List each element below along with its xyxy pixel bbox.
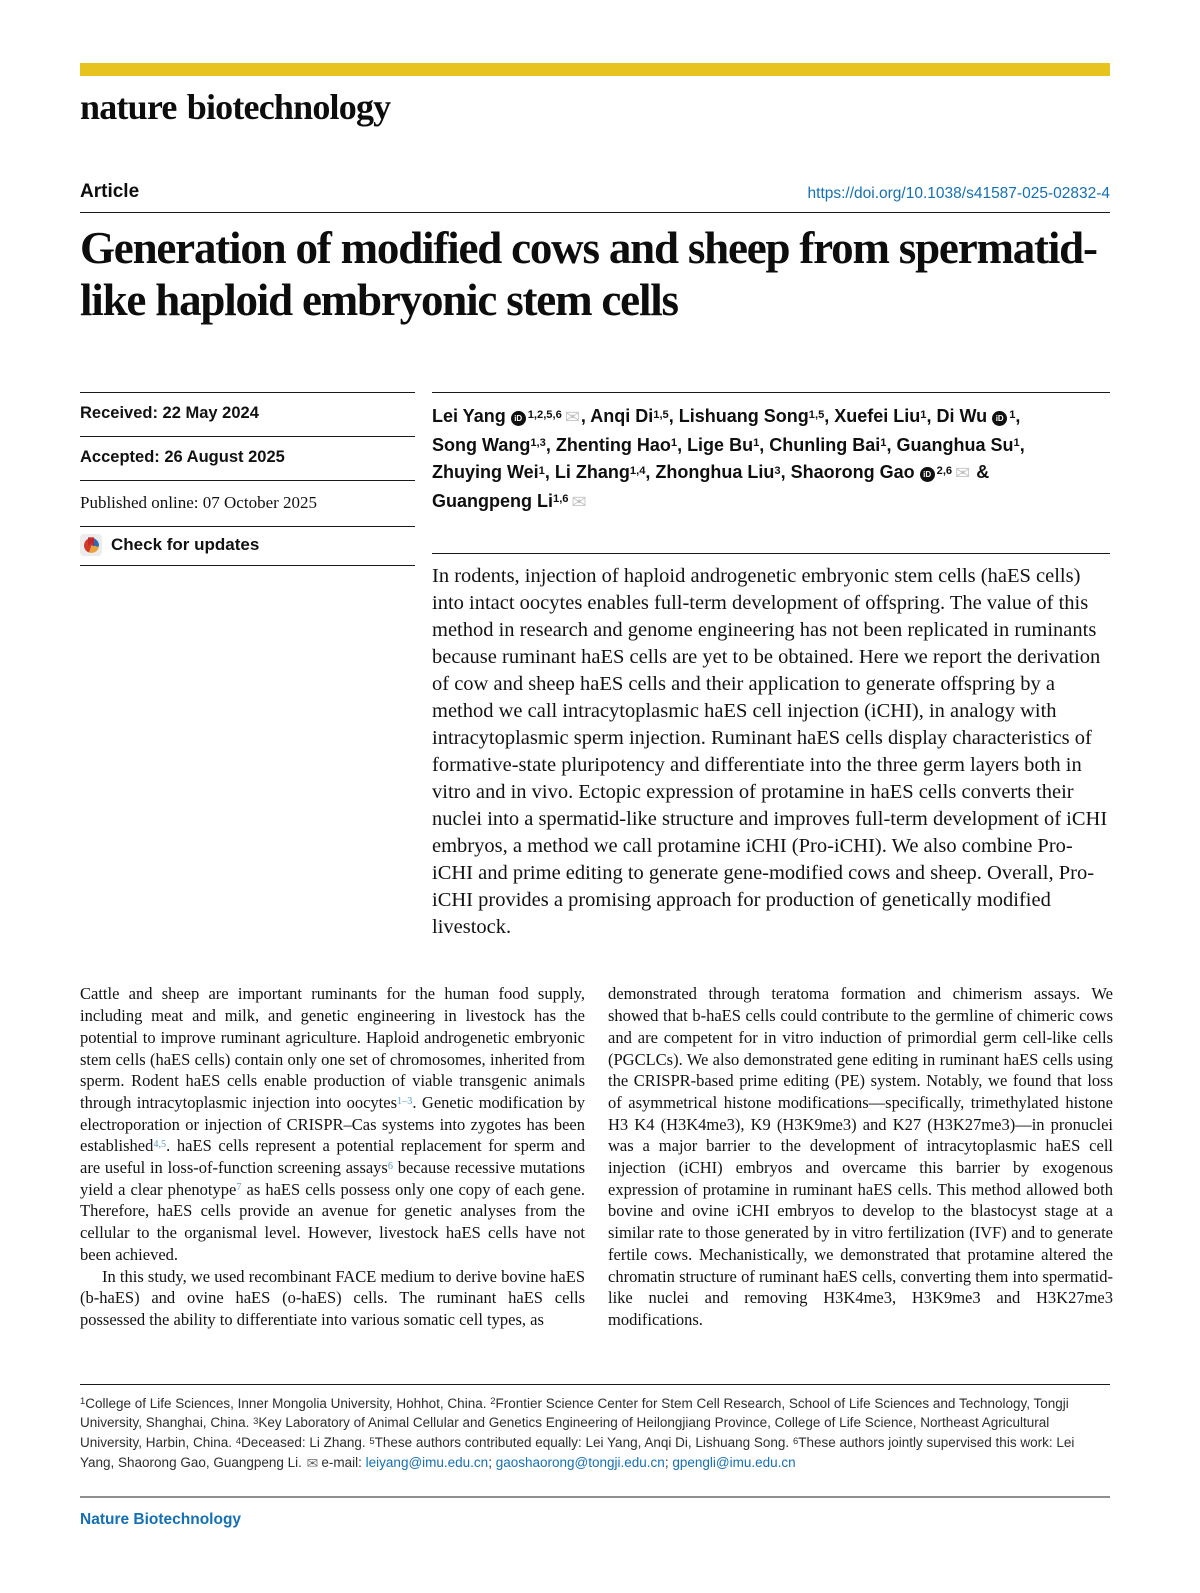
superscript-note: 5: [369, 1435, 375, 1447]
email-icon[interactable]: ✉: [955, 463, 971, 485]
article-title: Generation of modified cows and sheep from spermatid-like haploid embryonic stem cells: [80, 223, 1097, 326]
header-divider: [80, 212, 1110, 213]
superscript-note: 1: [920, 408, 927, 421]
doi-link[interactable]: https://doi.org/10.1038/s41587-025-02832-4: [807, 184, 1110, 202]
published-date-label: Published online: 07 October 2025: [80, 492, 318, 512]
article-body: [80, 983, 1113, 1330]
received-date-label: Received: 22 May 2024: [80, 404, 259, 423]
superscript-note: 1,5: [808, 408, 825, 421]
orcid-icon[interactable]: iD: [511, 411, 526, 426]
check-for-updates-label: Check for updates: [111, 535, 260, 555]
email-link[interactable]: gpengli@imu.edu.cn: [672, 1455, 796, 1471]
superscript-note: 1: [80, 1396, 86, 1408]
author-line: Lei Yang iD $^{1,2,5,6}$ ✉, Anqi Di$^{1,5}$, Lishuang Song$^{1,5}$, Xuefei Liu$^1$, Di Wu iD $^1$,: [432, 406, 1021, 429]
superscript-note: 2: [490, 1396, 496, 1408]
superscript-note: 1,5: [653, 408, 669, 421]
superscript-note: 1: [670, 437, 678, 450]
superscript-note: 3: [774, 464, 781, 477]
author-abstract-column: [432, 392, 1110, 941]
author-line: Guangpeng Li$^{1,6}$ ✉: [432, 490, 587, 513]
orcid-icon[interactable]: iD: [992, 411, 1007, 426]
superscript-note: 3: [253, 1416, 259, 1428]
reference-link[interactable]: 7: [236, 1182, 242, 1194]
meta-section: [80, 392, 1110, 941]
email-icon[interactable]: ✉: [306, 1456, 319, 1473]
accepted-date: [80, 436, 415, 480]
crossmark-icon: [80, 534, 102, 556]
published-date: [80, 480, 415, 526]
brand-accent-bar: [80, 63, 1110, 76]
email-link[interactable]: gaoshaorong@tongji.edu.cn: [495, 1455, 665, 1471]
orcid-icon[interactable]: iD: [920, 467, 935, 482]
superscript-note: 1: [880, 437, 887, 450]
body-paragraph-text: demonstrated through teratoma formation and chimerism assays. We showed that b-haES cells could contribute to the germline of chimeric cows and are competent for in vitro induction of primordial germ cell-like cells (PGCLCs). We also demonstrated gene editing in ruminant haES cells using the CRISPR-based prime editing (PE) system. Notably, we found that loss of asymmetrical histone modifications—specifically, trimethylated histone H3 K4 (H3K4me3), K9 (H3K9me3) and K27 (H3K27me3)—in pronuclei was a major barrier to the development of intracytoplasmic haES cell injection (iCHI) embryos and overcame this barrier by exogenous expression of protamine in ruminant haES cells. This method allowed both bovine and ovine iCHI embryos to develop to the blastocyst stage at a similar rate to those generated by in vitro fertilization (IVF) and to generate fertile cows. Mechanistically, we demonstrated that protamine altered the chromatin structure of ruminant haES cells, converting them into spermatid-like nuclei and removing H3K4me3, H3K9me3 and H3K27me3 modifications.: [608, 984, 1113, 1329]
journal-name-link[interactable]: Nature Biotechnology: [80, 1510, 242, 1528]
body-left-column: [80, 983, 585, 1330]
footnotes-text: $^1$College of Life Sciences, Inner Mongolia University, Hohhot, China. $^2$Frontier Science Center for Stem Cell Research, School of Life Sciences and Technology, Tongji University, Shanghai, China. $^3$Key Laboratory of Animal Cellular and Genetics Engineering of Heilongjiang Province, College of Life Science, Northeast Agricultural University, Harbin, China. $^4$Deceased: Li Zhang. $^5$These authors contributed equally: Lei Yang, Anqi Di, Lishuang Song. $^6$These authors jointly supervised this work: Lei Yang, Shaorong Gao, Guangpeng Li. ✉ e-mail: leiyang@imu.edu.cn; gaoshaorong@tongji.edu.cn; gpengli@imu.edu.cn: [80, 1395, 1075, 1473]
superscript-note: 1,2,5,6: [527, 408, 562, 421]
superscript-note: 1: [753, 437, 760, 450]
email-icon[interactable]: ✉: [564, 407, 580, 429]
affiliations-footnotes: [80, 1384, 1110, 1475]
reference-link[interactable]: 1–3: [397, 1095, 413, 1107]
superscript-note: 4: [235, 1435, 242, 1447]
body-paragraph: In this study, we used recombinant FACE medium to derive bovine haES (b-haES) and ovine haES (o-haES) cells. The ruminant haES cells possessed the ability to differentiate into various somatic cell types, as: [80, 1266, 585, 1329]
body-paragraph: Cattle and sheep are important ruminants for the human food supply, including meat and milk, and genetic engineering in livestock has the potential to improve ruminant agriculture. Haploid androgenetic embryonic stem cells (haES cells) contain only one set of chromosomes, inherited from sperm. Rodent haES cells enable production of viable transgenic animals through intracytoplasmic injection into oocytes$^{1-3}$. Genetic modification by electroporation or injection of CRISPR–Cas systems into zygotes has been established$^{4,5}$. haES cells represent a potential replacement for sperm and are useful in loss-of-function screening assays$^6$ because recessive mutations yield a clear phenotype$^7$ as haES cells possess only one copy of each gene. Therefore, haES cells provide an avenue for genetic analyses from the cellular to the organismal level. However, livestock haES cells have not been achieved.: [80, 984, 585, 1264]
reference-link[interactable]: 4,5: [153, 1139, 167, 1151]
abstract-text: In rodents, injection of haploid androgenetic embryonic stem cells (haES cells) into intact oocytes enables full-term development of offspring. The value of this method in research and genome engineering has not been replicated in ruminants because ruminant haES cells are yet to be obtained. Here we report the derivation of cow and sheep haES cells and their application to generate offspring by a method we call intracytoplasmic haES cell injection (iCHI), in analogy with intracytoplasmic sperm injection. Ruminant haES cells display characteristics of formative-state pluripotency and differentiate into the three germ layers both in vitro and in vivo. Ectopic expression of protamine in haES cells converts their nuclei into a spermatid-like structure and improves full-term development of iCHI embryos, a method we call protamine iCHI (Pro-iCHI). We also combine Pro-iCHI and prime editing to generate gene-modified cows and sheep. Overall, Pro-iCHI provides a promising approach for production of genetically modified livestock.: [432, 565, 1108, 939]
author-line: Zhuying Wei$^1$, Li Zhang$^{1,4}$, Zhonghua Liu$^3$, Shaorong Gao iD $^{2,6}$ ✉ &: [432, 462, 990, 485]
superscript-note: 6: [792, 1435, 799, 1447]
accepted-date-label: Accepted: 26 August 2025: [80, 448, 285, 467]
superscript-note: 1,6: [553, 493, 569, 506]
journal-logo: nature biotechnology: [80, 87, 391, 127]
reference-link[interactable]: 6: [387, 1160, 393, 1172]
email-link[interactable]: leiyang@imu.edu.cn: [365, 1455, 489, 1471]
author-list: [432, 392, 1110, 516]
superscript-note: 1,3: [530, 437, 546, 450]
article-header: [80, 182, 1110, 201]
received-date: [80, 392, 415, 436]
abstract-section: [432, 553, 1110, 941]
superscript-note: 1: [538, 464, 545, 477]
body-paragraph: [608, 983, 1113, 1330]
superscript-note: 1: [1009, 408, 1016, 421]
email-icon[interactable]: ✉: [571, 491, 587, 513]
superscript-note: 1,4: [629, 464, 646, 477]
article-info-column: [80, 392, 415, 566]
superscript-note: 2,6: [936, 464, 953, 477]
check-for-updates-button[interactable]: [80, 526, 415, 565]
superscript-note: 1: [1013, 437, 1020, 450]
article-type-label: Article: [80, 181, 140, 203]
author-line: Song Wang$^{1,3}$, Zhenting Hao$^1$, Lige Bu$^1$, Chunling Bai$^1$, Guanghua Su$^1$,: [432, 434, 1025, 455]
page-footer: [80, 1496, 1110, 1530]
body-right-column: [608, 983, 1113, 1330]
